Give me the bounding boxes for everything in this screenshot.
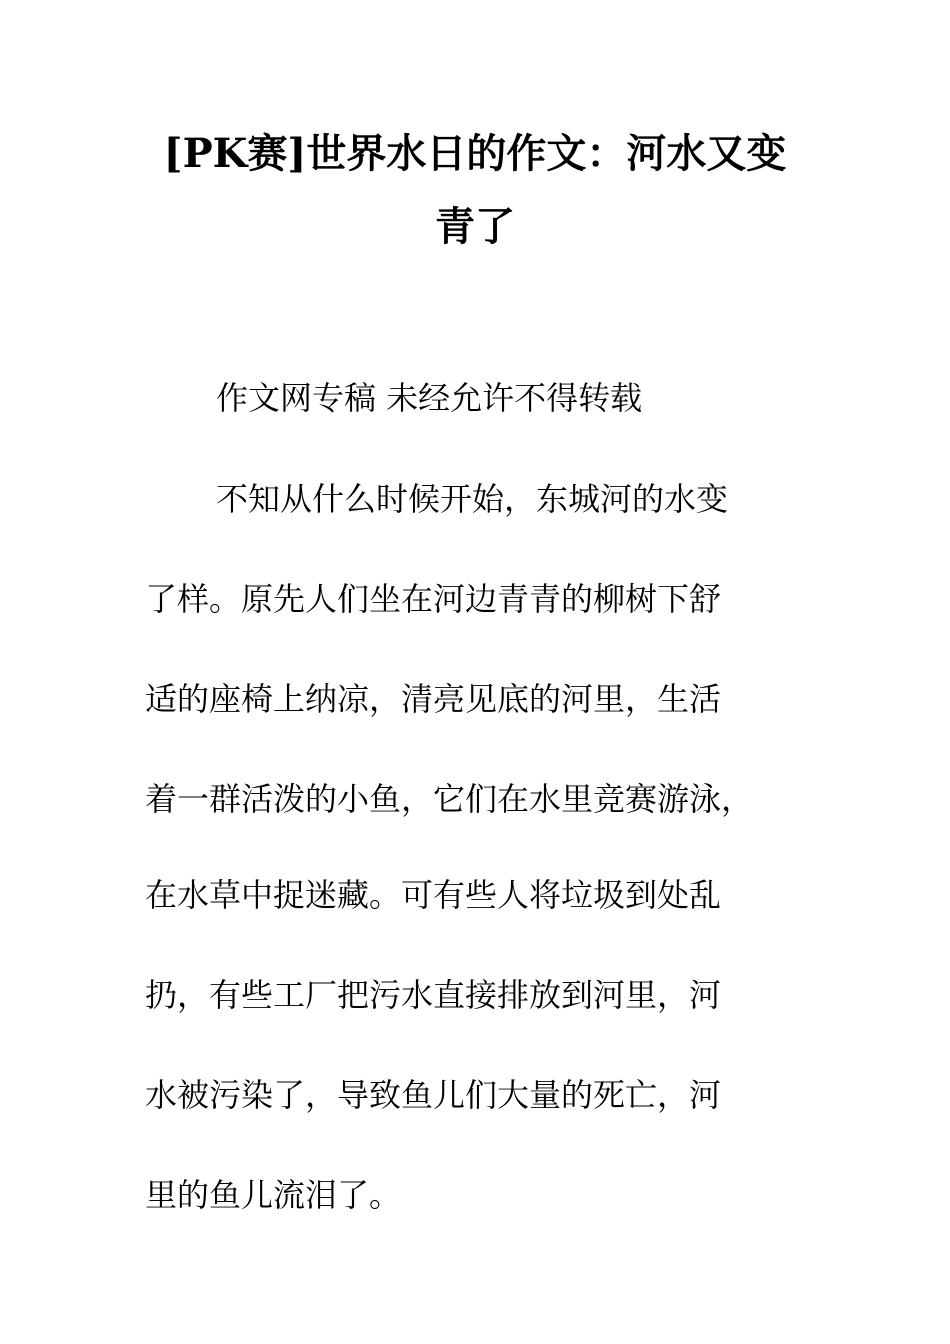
paragraph-line: 里的鱼儿流泪了。 bbox=[145, 1176, 402, 1214]
title-line-2: 青了 bbox=[435, 203, 515, 250]
paragraph-line: 扔，有些工厂把污水直接排放到河里，河 bbox=[145, 976, 722, 1014]
paragraph-line: 适的座椅上纳凉，清亮见底的河里，生活 bbox=[145, 680, 722, 718]
title-line-1: [PK赛]世界水日的作文：河水又变 bbox=[163, 130, 787, 177]
paragraph-line: 在水草中捉迷藏。可有些人将垃圾到处乱 bbox=[145, 876, 722, 914]
paragraph-line: 着一群活泼的小鱼，它们在水里竞赛游泳， bbox=[145, 780, 754, 818]
paragraph-line: 了样。原先人们坐在河边青青的柳树下舒 bbox=[145, 580, 722, 618]
paragraph-line: 水被污染了，导致鱼儿们大量的死亡，河 bbox=[145, 1076, 722, 1114]
copyright-note: 作文网专稿 未经允许不得转载 bbox=[216, 379, 643, 417]
paragraph-line: 不知从什么时候开始，东城河的水变 bbox=[216, 480, 729, 518]
